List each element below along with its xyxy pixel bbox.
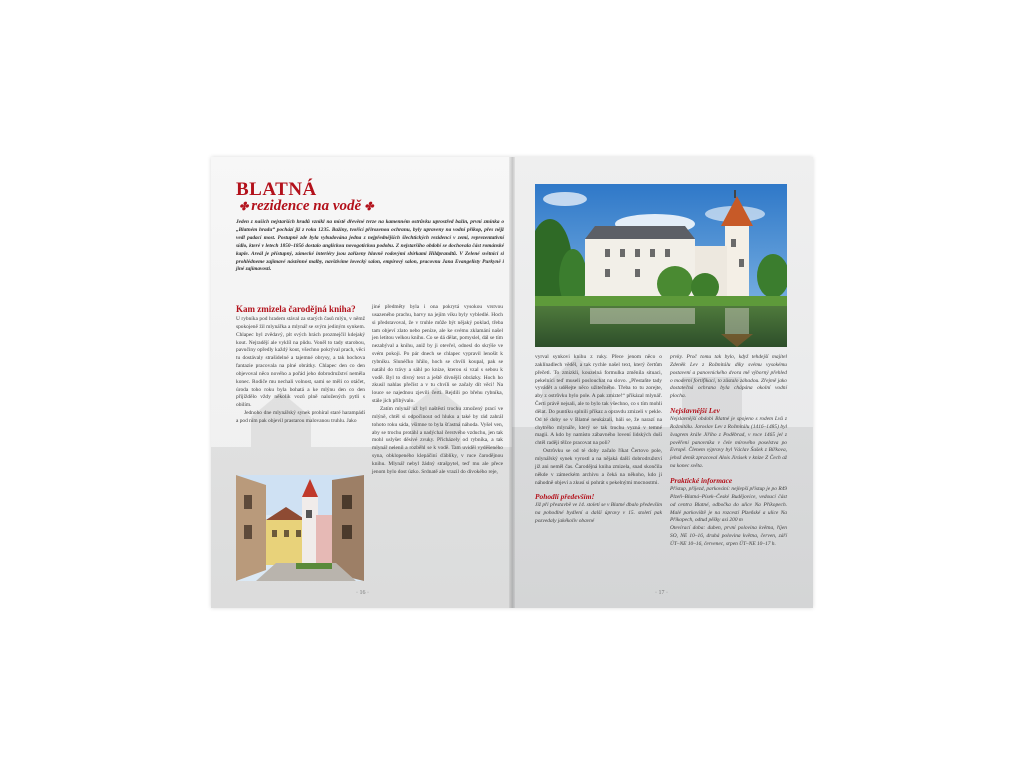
paragraph: Ostrůvku se od té doby začalo říkat Čertovo pole, mlynářský synek vyrostl a na nějaká další dobrodružství již ani neměl čas. Čarodějná kniha zmizela, snad skončila někde v zámeckém archivu a čeká na někoho, kdo ji náhodně objeví a zkusí si pohrát s pekelnými mocnostmi. <box>535 448 662 486</box>
paragraph: Přístup, příjezd, parkování: nejlepší přístup je po R49 Plzeň–Blatná–Písek–České Budějovice, vedoucí část od centra Blatné, odbočka do ulice Na Příkopech. Malé parkoviště je na rozcestí Plzeňské a ulice Na Příkopech, odtud pěšky asi 200 m <box>670 485 787 524</box>
paragraph: vyrval synkovi knihu z ruky. Přece jenom něco o zaklínadlech věděl, a tak rychle našel text, který čertům přečetl. To zmizkli, kouzelná formulka změnila situaci, pekelníci teď museli poslouchat na slovo. „Přestaňte tady vyvádět a udělejte něco užitečného. Třeba to tu zorejte, aby z ostrůvku bylo pole. A pak zmizte!“ přikázal mlynář. Čerti právě nejsali, ale to bylo tak všechno, co s tím mohli dělat. Do puntíku splnili příkaz a opravdu zmizeli v pekle. Od té doby se v Blatné neukázali, báli se, že narazí na chytrého mlynáře, který se tak trochu vyzná v temné magii. A kdo by namísto zábavného lovení lidských duší chtěl raději těžce pracovat na poli? <box>535 354 662 447</box>
section-heading: Nejslavnější Lev <box>670 406 720 416</box>
right-column-1 <box>535 354 662 526</box>
page-number: · 16 · <box>356 590 369 596</box>
section-heading: Pohodlí především! <box>535 492 595 502</box>
left-column-1 <box>236 304 365 426</box>
paragraph: Jednoho dne mlynářský synek prohíral staré harampádí a pod ním pak objevil prastarou malovanou truhlu. Jako <box>236 410 365 424</box>
ornament-icon: ✤ <box>364 201 374 213</box>
book-spread <box>211 157 813 608</box>
courtyard-photo <box>236 475 364 581</box>
left-column-2 <box>372 304 503 477</box>
paragraph: Nejslavnější obdobi Blatné je spojeno s rodem Lvů z Rožmitálu. Jaroslav Lev z Rožmitálu (1416–1485) byl švagrem krále Jiřího z Poděbrad, v roce 1465 jel z pověření panovníka v čele mírového poselstva po Evropě. Členem výpravy byl Václav Šašek z Bířkova, jehož deník zpracoval Alois Jirásek v knize Z Čech až na konec světa. <box>670 416 787 470</box>
right-page <box>512 157 813 608</box>
paragraph: jiné předměty byla i ona pokrytá vysokou vrstvou usazeného prachu, barvy na jejím víku byly vybledlé. Hoch si představoval, že v truhle může být nějaký poklad, třeba tam objeví zlato nebo peníze, ale ke svému zklamání našel jen letitou velkou knihu. Co se dá dělat, pomyslel, dál se tím nezabýval a knihu, aniž by ji otevřel, odnesl do skrýše ve svém pokoji. Po pár dnech se chlapec vypravil lenošit k rybníku. Slunéčko hřálo, hoch se chvíli koupal, pak se natáhl do trávy a sáhl po knize, kterou si vzal s sebou k vodě. Byl to divný text a ještě divnější obrázky. Hoch ho zkusil nahlas přečíst a v tu chvíli se začaly dít věci! Na louce se najednou zjevili čerti. Rejdili po břehu rybníka, stále jich přibývalo. <box>372 304 503 405</box>
paragraph: U rybníka pod hradem stával za starých časů mlýn, v němž spokojeně žil mlynářka a mlynář se svým jediným synkem. Chlapec byl zvědavý, plt svých hrách prozmejčil kdejaký kout. Nejradějí ale vyklíl na půdu. Voněl to tady starobou, pavučiny opředly každý kout, všechno pokrýval prach, věci tu dostávaly strašidelné a tajemné obrysy, a tak hochova fantazie pracovala na plné obrátky. Chlapec den co den objevoval něco nového a pořád jeho dobrodružství neměla konec. Rodiče mu nechali volnost, sami se měli co otáčet, úroda toho roku byla bohatá a ke mlýnu den co den přijíždělo vždy několik vozů plně naložených pytli s obilím. <box>236 316 365 409</box>
paragraph: Již při přestavbě ve 14. století se v Blatné dbalo především na pohodlné bydlení a další úpravy v 15. století pak pozvedaly jakékoliv obavné <box>535 502 662 525</box>
paragraph: Zatím mlynář už byl naštěstí trochu zmožený prací ve mlýně, chtěl si odpočinout od hluku a také by rád zahrál tohoto roku sáda, všimne to byla šťastná náhoda. Vyšel ven, aby se trochu protáhl a nadýchal čerstvého vzduchu, jen tak mohl uslyšet děsivé zvuky. Přicházely od rybníka, a tak mlynář nelenil a rozběhl se k vodě. Tam uviděl vyděšeného syna, obklopeného klepáčiní ďáblíky, v ruce čarodějnou knihu. Mlynář nebyl žádný strašpytel, teď mu ale přece jenom bylo dost úzko. Srdnatě ale vrazil do divokého reje, <box>372 405 503 475</box>
subtitle-text: rezidence na vodě <box>251 198 362 214</box>
intro-paragraph: Jeden z našich nejstarších hradů vznikl na místě dřevěné tvrze na kamenném ostrůvku uprostřed bažin, první zmínka o „Blatném hradu“ pochází již z roku 1235. Bažiny, tvořící přirozenou ochranu, byly upraveny na vodní příkop, přes nějž vedl padací most. Postupně zde byla vybudována jedna z nejpřednějších šlechtických rezidencí v zemi, reprezentativní sídlo, které v letech 1850–1856 dostalo anglickou novogotickou podobu. Z nejstaršího období se dochovala část románské kaple. Areál je přístupný, zámecké interiéry jsou zařízeny hlavně rodovými sbírkami Hildprandtů. V Zelené světnici si prohlédneme zajímavé nástěnné malby, navštívíme lovecký salon, empírový salon, pracovnu Jana Evangelisty Purkyně i jiné zajímavosti. <box>236 219 504 273</box>
page-subtitle <box>236 198 376 215</box>
ornament-icon: ✤ <box>239 201 249 213</box>
left-page <box>211 157 512 608</box>
page-number: · 17 · <box>655 590 668 596</box>
section-heading: Kam zmizela čarodějná kniha? <box>236 304 356 314</box>
section-heading: Praktické informace <box>670 475 733 485</box>
paragraph: Otevírací doba: duben, první polovina května, říjen SO, NE 10–16, druhá polovina května, červen, září ÚT–NE 10–16, červenec, srpen ÚT–NE 10–17 h. <box>670 525 787 547</box>
castle-photo <box>535 184 787 347</box>
paragraph: prvky. Proč tomu tak bylo, když tehdejší majitel Zdeněk Lev z Rožmitálu díky svému vysokému postavení a panovnického dvora mě výborný přehled o moderní fortifikaci, to zůstalo záhadou. Zřejmě jako dostatečná ochrana byla chápána okolní vodní plocha. <box>670 354 787 400</box>
right-column-2 <box>670 354 787 549</box>
page-title: BLATNÁ <box>236 179 317 200</box>
book-fold <box>509 157 515 608</box>
